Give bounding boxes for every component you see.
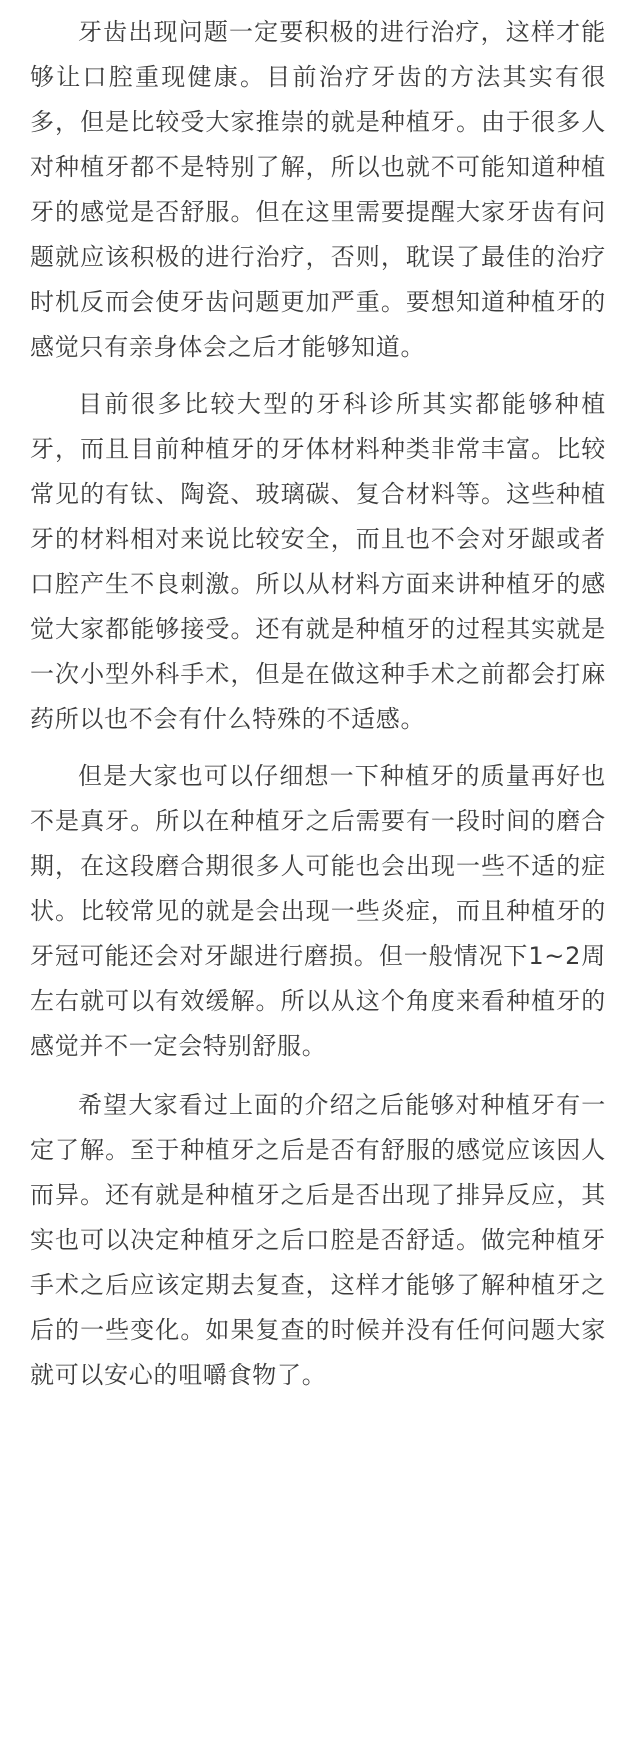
paragraph-1: 牙齿出现问题一定要积极的进行治疗，这样才能够让口腔重现健康。目前治疗牙齿的方法其实有很多，但是比较受大家推崇的就是种植牙。由于很多人对种植牙都不是特别了解，所以也就不可能知道种植牙的感觉是否舒服。但在这里需要提醒大家牙齿有问题就应该积极的进行治疗，否则，耽误了最佳的治疗时机反而会使牙齿问题更加严重。要想知道种植牙的感觉只有亲身体会之后才能够知道。: [30, 18, 606, 361]
paragraph-4: 希望大家看过上面的介绍之后能够对种植牙有一定了解。至于种植牙之后是否有舒服的感觉应该因人而异。还有就是种植牙之后是否出现了排异反应，其实也可以决定种植牙之后口腔是否舒适。做完种植牙手术之后应该定期去复查，这样才能够了解种植牙之后的一些变化。如果复查的时候并没有任何问题大家就可以安心的咀嚼食物了。: [30, 1091, 606, 1389]
paragraph-3: 但是大家也可以仔细想一下种植牙的质量再好也不是真牙。所以在种植牙之后需要有一段时间的磨合期，在这段磨合期很多人可能也会出现一些不适的症状。比较常见的就是会出现一些炎症，而且种植牙的牙冠可能还会对牙龈进行磨损。但一般情况下1~2周左右就可以有效缓解。所以从这个角度来看种植牙的感觉并不一定会特别舒服。: [30, 762, 606, 1060]
paragraph-2: 目前很多比较大型的牙科诊所其实都能够种植牙，而且目前种植牙的牙体材料种类非常丰富。比较常见的有钛、陶瓷、玻璃碳、复合材料等。这些种植牙的材料相对来说比较安全，而且也不会对牙龈或者口腔产生不良刺激。所以从材料方面来讲种植牙的感觉大家都能够接受。还有就是种植牙的过程其实就是一次小型外科手术，但是在做这种手术之前都会打麻药所以也不会有什么特殊的不适感。: [30, 390, 606, 733]
